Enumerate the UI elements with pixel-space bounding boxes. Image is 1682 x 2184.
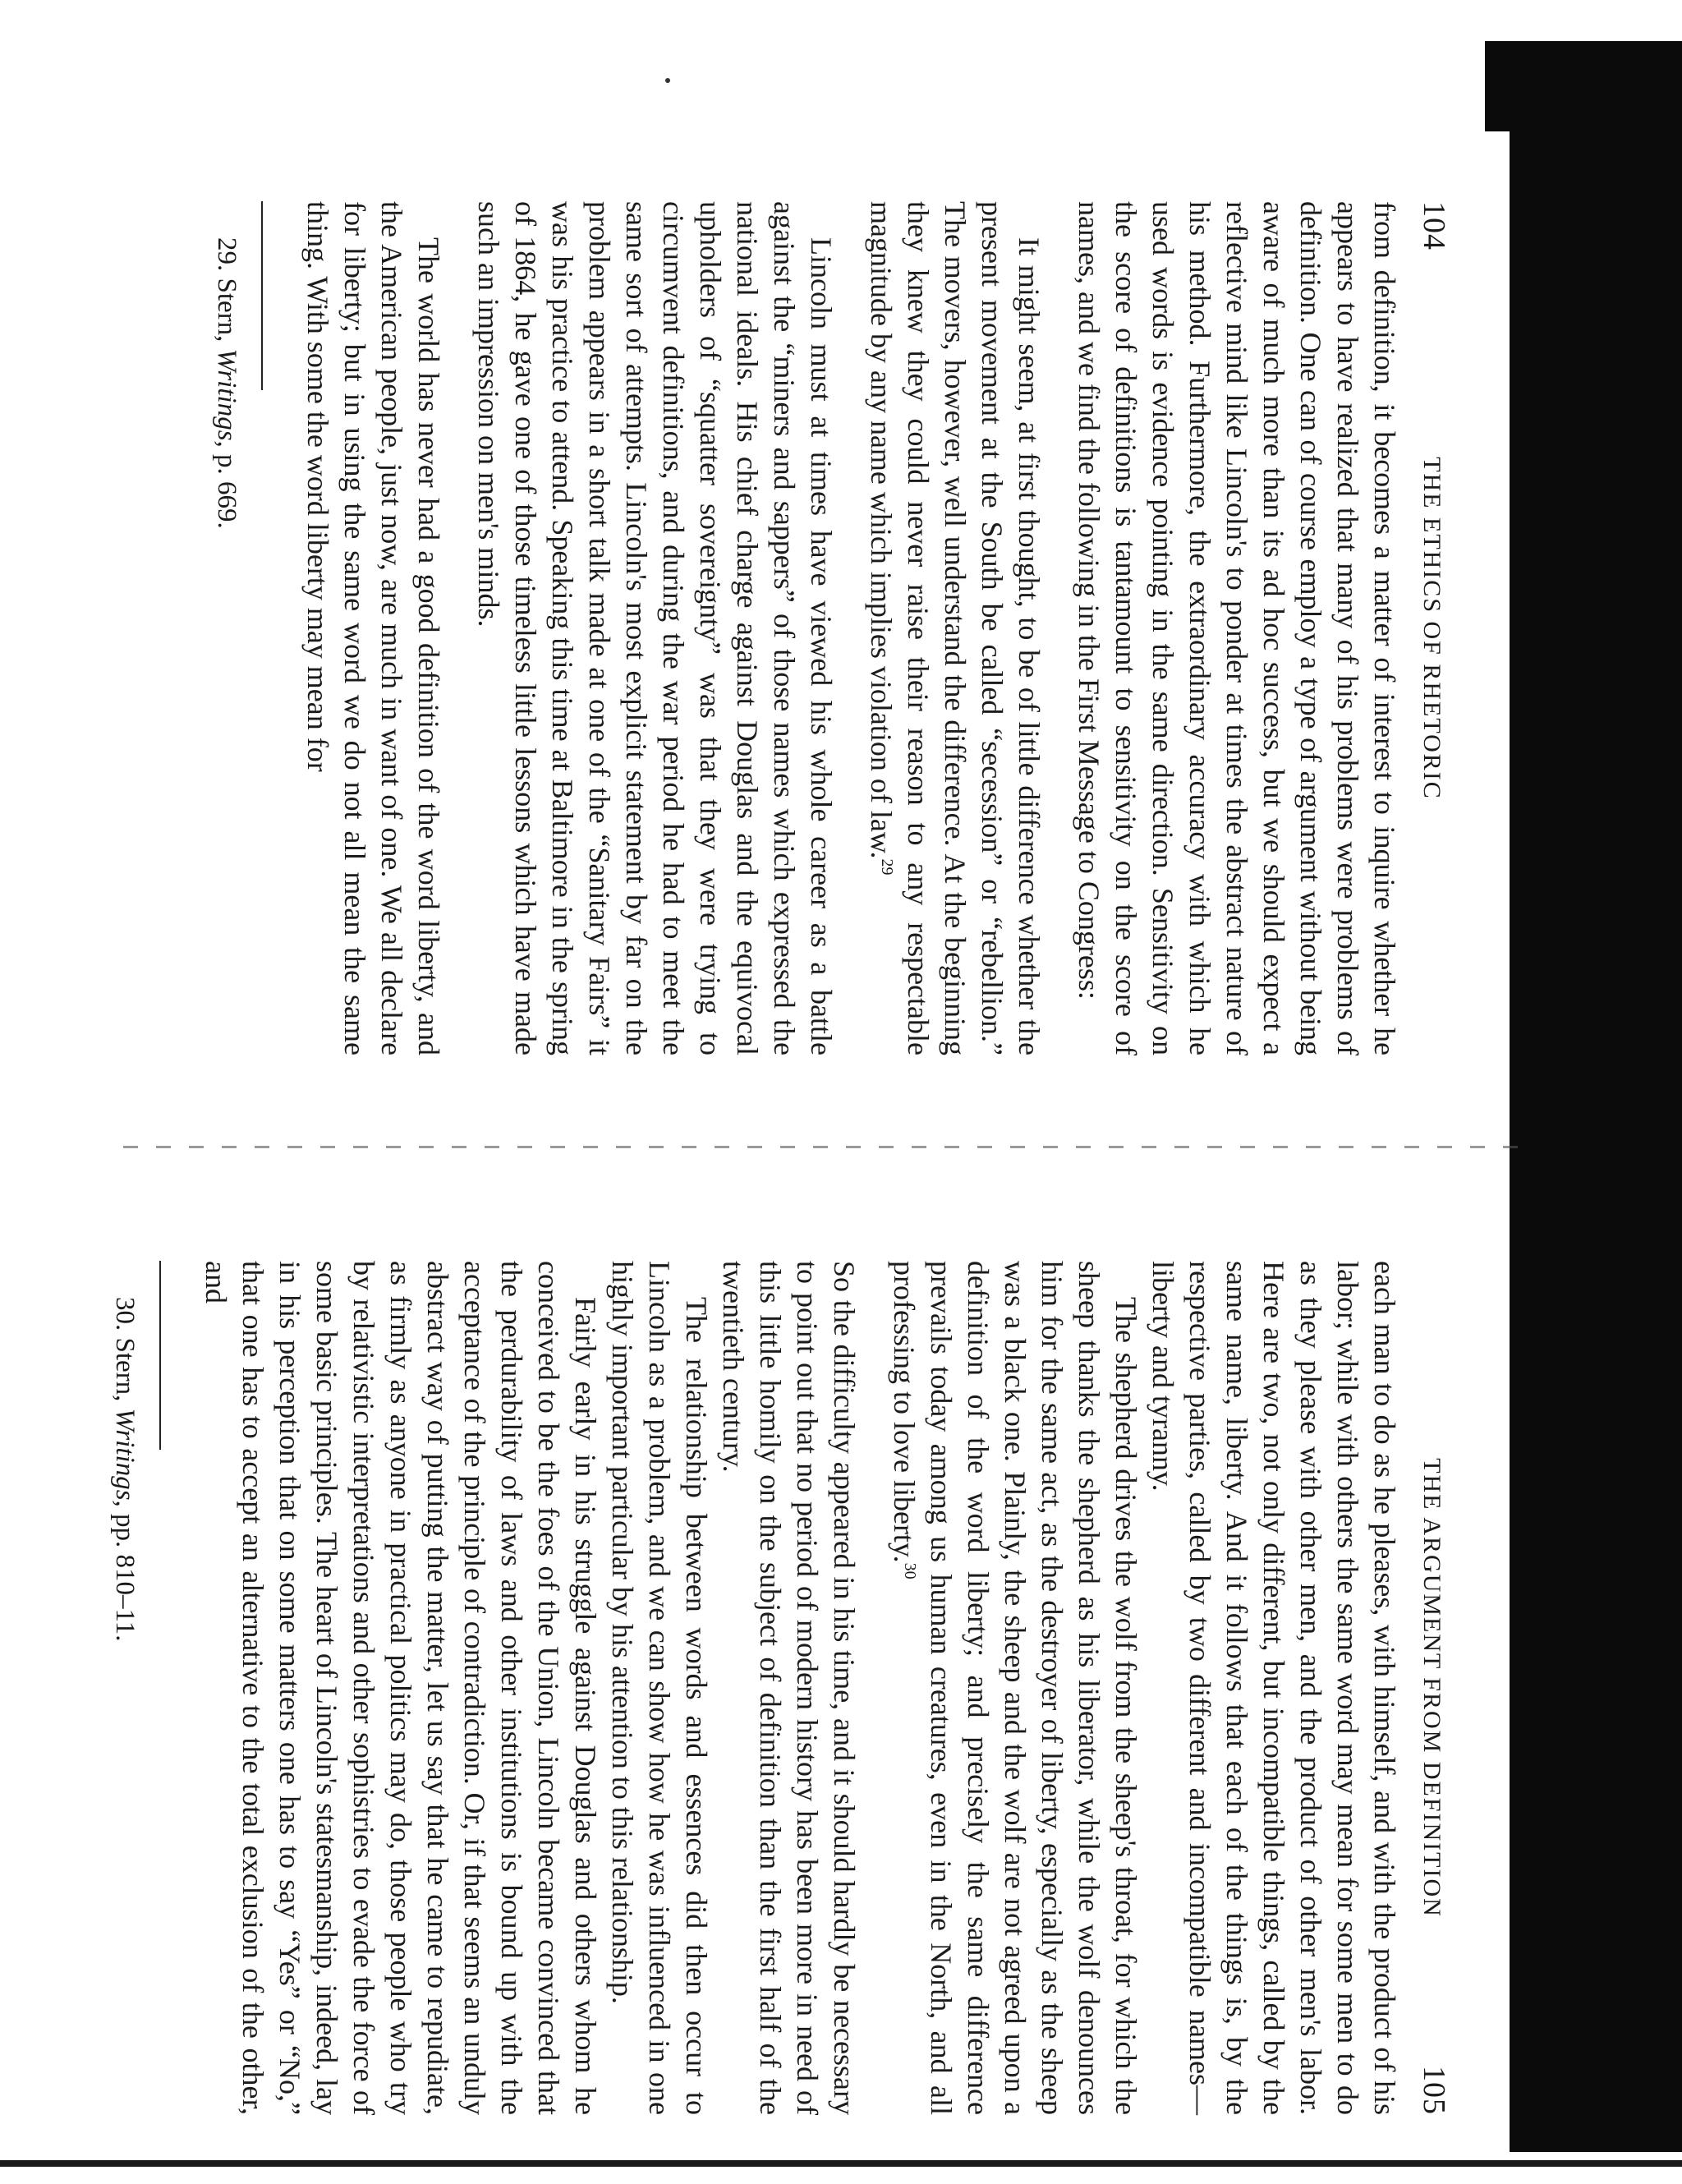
block-quote [862,201,1047,1055]
footnote-rule [159,1261,161,1450]
block-quote: The world has never had a good definition of the word liberty, and the American people, just now, are much in want of one. We all declare for liberty; but in using the same word we do not all mean the same thing. With some the word liberty may mean for [301,201,445,1055]
footnote-author: Stern, [110,1337,140,1402]
book-spread [110,144,1510,2131]
footnote [108,1261,141,2115]
footnote-author: Stern, [212,278,241,343]
paragraph: Fairly early in his struggle against Douglas and others whom he conceived to be the foes of the Union, Lincoln became convinced that the perdurability of laws and other institutions is bound up with the acceptance of the principle of contradiction. Or, if that seems an unduly abstract way of putting the matter, let us say that he came to repudiate, as firmly as anyone in practical politics may do, those people who try by relativistic interpretations and other sophistries to evade the force of some basic principles. The heart of Lincoln's statesmanship, indeed, lay in his perception that on some matters one has to say “Yes” or “No,” that one has to accept an alternative to the total exclusion of the other, and [200,1261,602,2115]
gutter-fold-mark [123,1146,1536,1148]
paragraph: Lincoln must at times have viewed his whole career as a battle against the “miners and sappers” of those names which expressed the national ideals. His chief charge against Douglas and the equivocal upholders of “squatter sovereignty” was that they were trying to circumvent definitions, and during the war period he had to meet the same sort of attempts. Lincoln's most explicit statement by far on the problem appears in a short talk made at one of the “Sanitary Fairs” it was his practice to attend. Speaking this time at Baltimore in the spring of 1864, he gave one of those timeless little lessons which have made such an impression on men's minds. [472,201,838,1055]
dust-speck [665,78,670,83]
footnote-work: Writings, [110,1408,140,1507]
footnote-ref: 30 [901,1562,919,1579]
footnote-work: Writings, [212,348,241,448]
footnote-rule [261,201,263,390]
running-head-right [1403,1261,1452,2115]
running-head-left [1403,201,1452,1055]
block-quote: each man to do as he pleases, with himself, and with the product of his labor; while with others the same word may mean for some men to do as they please with other men, and the product of other men's labor. Here are two, not only different, but incompatible things, called by the same name, liberty. And it follows that each of the things is, by the respective parties, called by two different and incompatible names—liberty and tyranny. [1147,1261,1401,2115]
footnote-number: 29. [212,237,241,272]
block-quote [885,1261,1144,2115]
block-quote-text: It might seem, at first thought, to be of little difference whether the present movement at the South be called “secession” or “rebellion.” The movers, however, well understand the difference. At the beginning they knew they could never raise their reason to any respectable magnitude by any name which implies violation of law. [865,201,1046,1055]
page-edge [0,2160,1682,2167]
paragraph: So the difficulty appeared in his time, and it should hardly be necessary to point out that no period of modern history has been more in need of this little homily on the subject of definition than the first half of the twentieth century. [717,1261,861,2115]
footnote [210,201,243,1055]
paragraph: from definition, it becomes a matter of interest to inquire whether he appears to have realized that many of his problems were problems of definition. One can of course employ a type of argument without being aware of much more than its ad hoc success, but we should expect a reflective mind like Lincoln's to ponder at times the abstract nature of his method. Furthermore, the extraordinary accuracy with which he used words is evidence pointing in the same direction. Sensitivity on the score of definitions is tantamount to sensitivity on the score of names, and we find the following in the First Message to Congress: [1073,201,1401,1055]
page-number: 105 [1417,2066,1451,2115]
footnote-ref: 29 [878,858,896,876]
paragraph: The relationship between words and essences did then occur to Lincoln as a problem, and we can show how he was influenced in one highly important particular by his attention to this relationship. [606,1261,713,2115]
running-head-title: THE ETHICS OF RHETORIC [1418,457,1445,800]
running-head-title: THE ARGUMENT FROM DEFINITION [1418,1458,1445,1918]
footnote-page: pp. 810–11. [110,1514,140,1642]
page-number: 104 [1417,201,1451,251]
footnote-page: p. 669. [212,454,241,529]
scanner-background [1510,49,1682,2152]
footnote-number: 30. [110,1297,140,1331]
block-quote-text: The shepherd drives the wolf from the sheep's throat, for which the sheep thanks the shepherd as his liberator, while the wolf denounces him for the same act, as the destroyer of liberty, especially as the sheep was a black one. Plainly, the sheep and the wolf are not agreed upon a definition of the word liberty; and precisely the same difference prevails today among us human creatures, even in the North, and all professing to love liberty. [888,1261,1142,2115]
left-page [204,144,1510,1072]
right-page [110,1203,1510,2131]
